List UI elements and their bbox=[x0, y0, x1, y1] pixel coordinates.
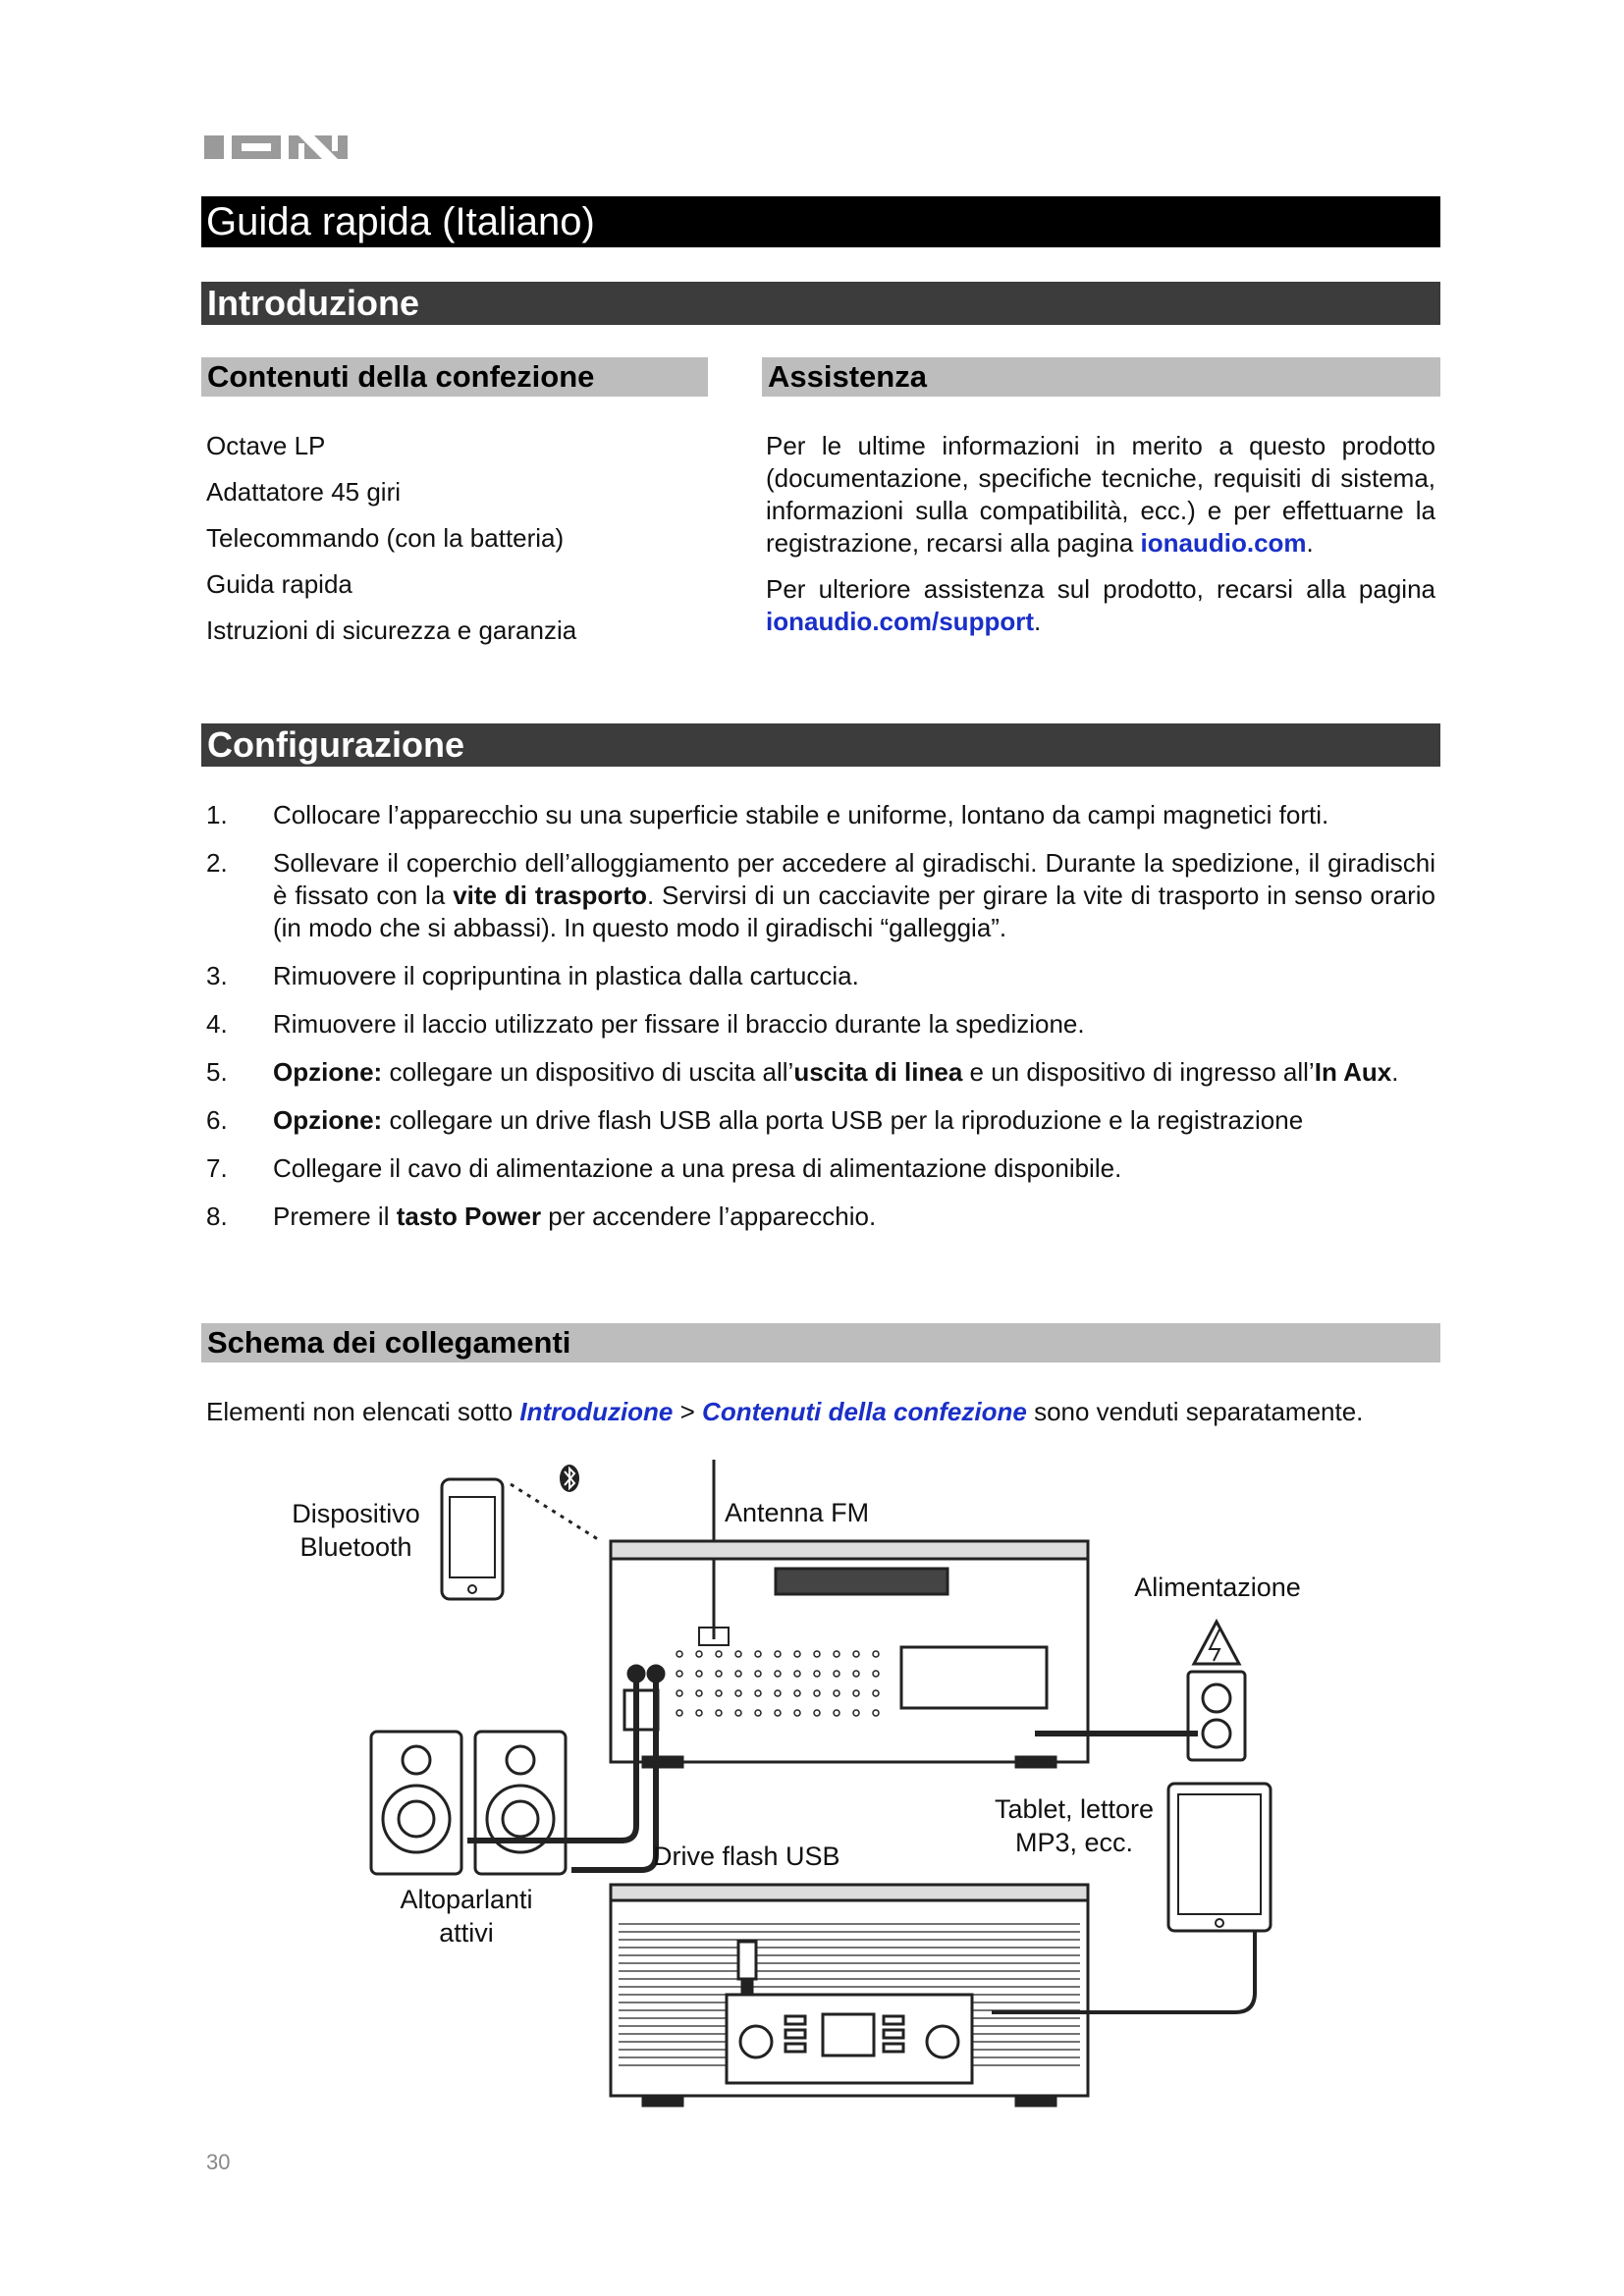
tablet-label: Tablet, lettore MP3, ecc. bbox=[994, 1794, 1155, 1857]
setup-step: 1. Collocare l’apparecchio su una superficie stabile e uniforme, lontano da campi magnetici forti. bbox=[206, 800, 1329, 829]
package-item: Octave LP bbox=[206, 431, 326, 460]
support-paragraph-1: Per le ultime informazioni in merito a questo prodotto (documentazione, specifiche tecniche, requisiti di sistema, informazioni sulla compatibilità, ecc.) e per effettuarne la registrazione, recarsi alla pagina ionaudio.com. bbox=[766, 431, 1435, 558]
page-number: 30 bbox=[206, 2150, 231, 2174]
vent-grid bbox=[677, 1651, 879, 1716]
setup-heading: Configurazione bbox=[201, 723, 1440, 767]
setup-step: 8. Premere il tasto Power per accendere l’apparecchio. bbox=[206, 1201, 877, 1231]
support-heading: Assistenza bbox=[762, 357, 1440, 397]
package-heading: Contenuti della confezione bbox=[201, 357, 708, 397]
setup-step: 5. Opzione: collegare un dispositivo di uscita all’uscita di linea e un dispositivo di ingresso all’In Aux. bbox=[206, 1057, 1399, 1087]
setup-step: 4. Rimuovere il laccio utilizzato per fissare il braccio durante la spedizione. bbox=[206, 1009, 1085, 1039]
package-link[interactable]: Contenuti della confezione bbox=[702, 1397, 1027, 1426]
setup-step: 6. Opzione: collegare un drive flash USB alla porta USB per la riproduzione e la registrazione bbox=[206, 1105, 1304, 1135]
package-item: Adattatore 45 giri bbox=[206, 477, 402, 507]
control-panel bbox=[727, 1995, 972, 2083]
package-item: Istruzioni di sicurezza e garanzia bbox=[206, 615, 577, 645]
setup-step: 3. Rimuovere il copripuntina in plastica dalla cartuccia. bbox=[206, 961, 859, 990]
usb-label: Drive flash USB bbox=[653, 1842, 840, 1871]
warning-icon bbox=[1194, 1622, 1239, 1664]
bt-device-label: Dispositivo Bluetooth bbox=[292, 1499, 420, 1562]
support-paragraph-2: Per ulteriore assistenza sul prodotto, recarsi alla pagina ionaudio.com/support. bbox=[766, 574, 1435, 636]
usb-drive-icon bbox=[738, 1942, 756, 1979]
page-title: Guida rapida (Italiano) bbox=[201, 196, 1440, 247]
bluetooth-icon bbox=[560, 1465, 579, 1492]
tablet-icon bbox=[1168, 1784, 1271, 1931]
setup-step: 2. Sollevare il coperchio dell’alloggiamento per accedere al giradischi. Durante la spedizione, il giradischi è fissato con la vite di trasporto. Servirsi di un cacciavite per girare la vite di trasporto in senso orario (in modo che si abbassi). In questo modo il giradischi “galleggia”. bbox=[206, 848, 1435, 942]
ionaudio-link[interactable]: ionaudio.com bbox=[1140, 528, 1307, 558]
power-label: Alimentazione bbox=[1134, 1573, 1301, 1602]
package-item: Guida rapida bbox=[206, 569, 352, 599]
intro-link[interactable]: Introduzione bbox=[519, 1397, 674, 1426]
intro-heading: Introduzione bbox=[201, 282, 1440, 325]
diagram-heading: Schema dei collegamenti bbox=[201, 1323, 1440, 1362]
diagram-note: Elementi non elencati sotto Introduzione > Contenuti della confezione sono venduti separatamente. bbox=[206, 1397, 1364, 1426]
bluetooth-link bbox=[511, 1484, 601, 1541]
setup-step: 7. Collegare il cavo di alimentazione a una presa di alimentazione disponibile. bbox=[206, 1153, 1122, 1183]
antenna-label: Antenna FM bbox=[725, 1498, 870, 1527]
package-item: Telecommando (con la batteria) bbox=[206, 523, 565, 553]
support-link[interactable]: ionaudio.com/support bbox=[766, 607, 1034, 636]
speakers-label: Altoparlanti attivi bbox=[400, 1885, 533, 1948]
